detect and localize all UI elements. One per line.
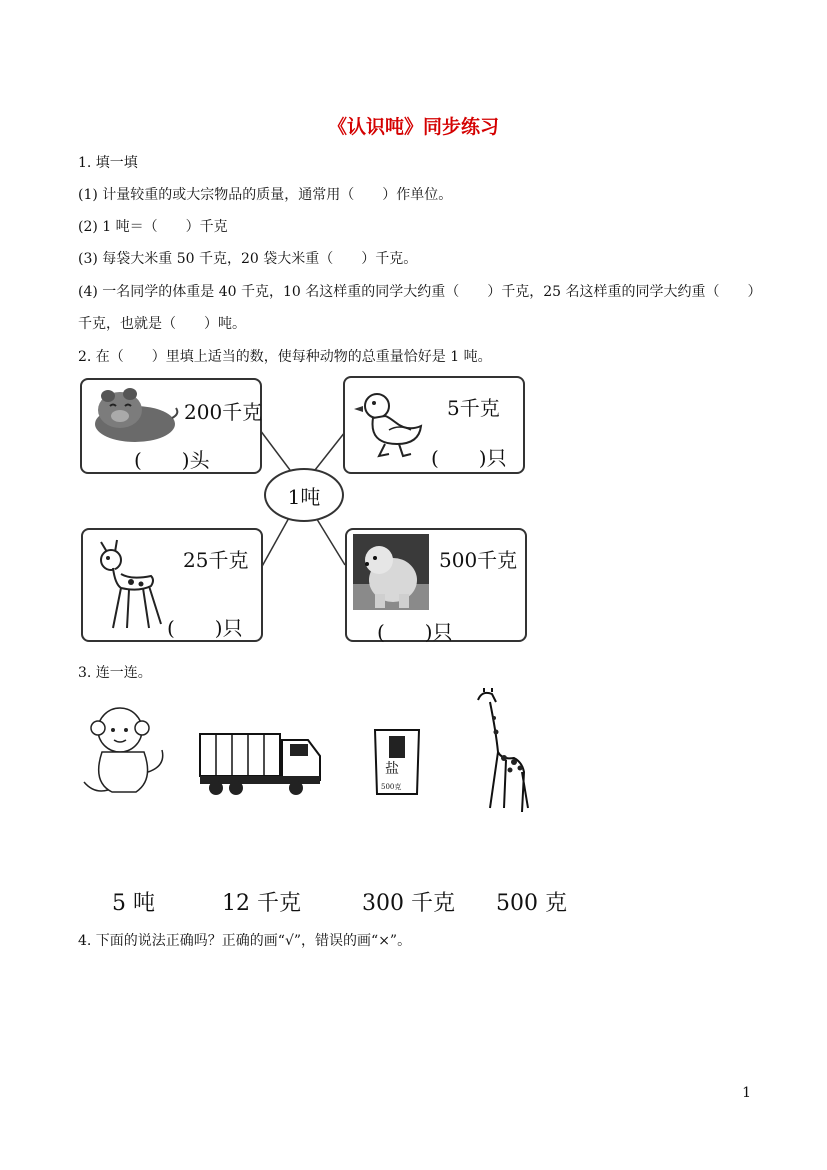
q3-heading: 3. 连一连。: [78, 665, 152, 681]
truck-icon: [198, 726, 324, 798]
q1-heading: 1. 填一填: [78, 155, 138, 171]
q1-item-4-cont: 千克，也就是（ ）吨。: [78, 316, 246, 332]
polar-bear-icon: [353, 534, 429, 610]
salt-bag-picture: [371, 726, 423, 798]
q1-item-2: (2) 1 吨＝（ ）千克: [78, 219, 228, 235]
animal-weight: 5千克: [447, 396, 500, 420]
monkey-icon: [78, 702, 170, 796]
animal-box-deer: [81, 528, 263, 642]
animal-box-duck: [343, 376, 525, 474]
q1-item-3: (3) 每袋大米重 50 千克，20 袋大米重（ ）千克。: [78, 251, 418, 267]
center-label: 1吨: [287, 484, 321, 509]
animal-box-pig: [80, 378, 262, 474]
animal-answer-blank[interactable]: ( )只: [431, 446, 507, 470]
q2-heading: 2. 在（ ）里填上适当的数，使每种动物的总重量恰好是 1 吨。: [78, 349, 492, 365]
duck-icon: [353, 386, 427, 464]
salt-bag-label: 盐: [385, 761, 399, 777]
weight-option: 5 吨: [112, 891, 155, 916]
animal-answer-blank[interactable]: ( )只: [377, 620, 453, 644]
weight-option: 500 克: [496, 891, 567, 916]
animal-weight: 200千克: [184, 400, 263, 424]
salt-bag-weight: 500克: [381, 783, 402, 791]
q4-heading: 4. 下面的说法正确吗？正确的画“√”，错误的画“×”。: [78, 933, 412, 949]
page-number: 1: [742, 1085, 751, 1101]
center-oval: [264, 468, 344, 522]
weight-option: 12 千克: [222, 891, 301, 916]
animal-answer-blank[interactable]: ( )头: [134, 448, 210, 472]
animal-answer-blank[interactable]: ( )只: [167, 616, 243, 640]
animal-weight: 500千克: [439, 548, 518, 572]
animal-weight: 25千克: [183, 548, 249, 572]
giraffe-icon: [470, 688, 536, 814]
page-title: 《认识吨》同步练习: [327, 116, 499, 138]
q1-item-1: (1) 计量较重的或大宗物品的质量，通常用（ ）作单位。: [78, 187, 453, 203]
q1-item-4: (4) 一名同学的体重是 40 千克，10 名这样重的同学大约重（ ）千克，25 名这样重的同学大约重（ ）: [78, 284, 762, 300]
weight-option: 300 千克: [362, 891, 455, 916]
deer-icon: [91, 536, 163, 636]
pig-icon: [90, 386, 180, 446]
animal-box-polar-bear: [345, 528, 527, 642]
